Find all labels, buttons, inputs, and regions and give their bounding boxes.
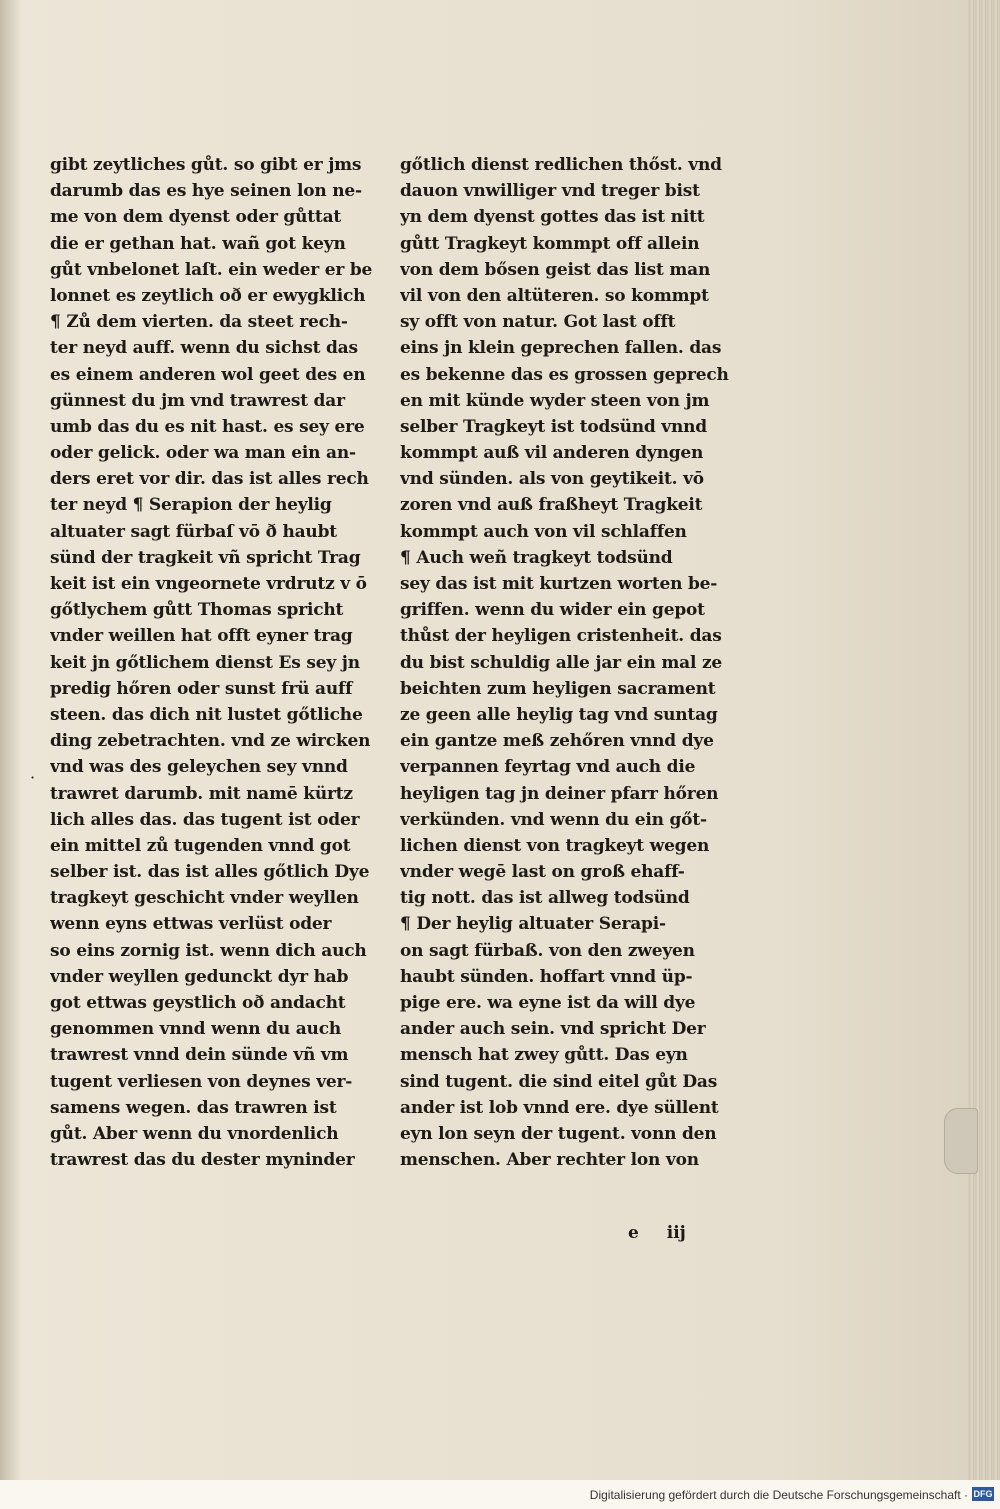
left-column-line: me von dem dyenst oder gůttat — [50, 207, 342, 228]
left-column-line: die er gethan hat. wañ got keyn — [50, 233, 346, 254]
right-column-line: on sagt fürbaß. von den zweyen — [400, 940, 695, 961]
right-column-line: zoren vnd auß fraßheyt Tragkeit — [400, 495, 703, 516]
right-column-line: vil von den altüteren. so kommpt — [400, 285, 709, 306]
right-column-line: menschen. Aber rechter lon von — [400, 1150, 699, 1171]
right-column-line: sy offt von natur. Got last offt — [400, 312, 676, 333]
left-column-line: es einem anderen wol geet des en — [50, 364, 366, 385]
left-column-line: sünd der tragkeit vñ spricht Trag — [50, 547, 361, 568]
left-column-line: samens wegen. das trawren ist — [50, 1097, 337, 1118]
left-column-line: trawrest vnnd dein sünde vñ vm — [50, 1045, 349, 1066]
right-column-line: vnder wegē last on groß ehaff- — [400, 862, 685, 883]
right-column-line: heyligen tag jn deiner pfarr hőren — [400, 783, 719, 804]
right-column-line: gůtt Tragkeyt kommpt off allein — [400, 233, 700, 254]
right-column-line: ein gantze meß zehőren vnnd dye — [400, 731, 714, 752]
right-column-line: en mit künde wyder steen von jm — [400, 390, 710, 411]
left-column-line: lich alles das. das tugent ist oder — [50, 809, 360, 830]
left-column-line: vnd was des geleychen sey vnnd — [50, 757, 348, 778]
left-text-column — [50, 152, 380, 1173]
left-column-line: darumb das es hye seinen lon ne- — [50, 181, 362, 202]
left-column-line: tugent verliesen von deynes ver- — [50, 1071, 353, 1092]
left-column-line: ter neyd auff. wenn du sichst das — [50, 338, 358, 359]
right-column-line: yn dem dyenst gottes das ist nitt — [400, 207, 705, 228]
left-column-line: keit jn gőtlichem dienst Es sey jn — [50, 652, 360, 673]
left-column-line: ders eret vor dir. das ist alles rech — [50, 469, 369, 490]
right-column-line: ander auch sein. vnd spricht Der — [400, 1019, 706, 1040]
left-column-line: altuater sagt fürbaſ vō ð haubt — [50, 521, 337, 542]
right-column-line: ¶ Der heylig altuater Serapi- — [400, 914, 666, 935]
stray-ink-dot: · — [30, 768, 36, 787]
right-column-line: tig nott. das ist allweg todsünd — [400, 888, 690, 909]
page-tab-marker — [944, 1108, 978, 1174]
right-column-line: pige ere. wa eyne ist da will dye — [400, 993, 696, 1013]
right-column-line: lichen dienst von tragkeyt wegen — [400, 835, 710, 856]
signature-mark: e iij — [628, 1223, 686, 1243]
right-column-line: eins jn klein geprechen fallen. das — [400, 338, 722, 359]
left-column-line: tragkeyt geschicht vnder weyllen — [50, 888, 359, 909]
right-column-line: kommpt auß vil anderen dyngen — [400, 443, 704, 464]
left-column-line: predig hőren oder sunst frü auff — [50, 678, 353, 699]
left-column-line: got ettwas geystlich oð andacht — [50, 993, 346, 1013]
right-column-line: dauon vnwilliger vnd treger bist — [400, 181, 700, 202]
left-column-line: so eins zornig ist. wenn dich auch — [50, 940, 367, 961]
right-column-line: sey das ist mit kurtzen worten be- — [400, 574, 718, 594]
right-column-line: sind tugent. die sind eitel gůt Das — [400, 1071, 718, 1092]
right-column-line: selber Tragkeyt ist todsünd vnnd — [400, 416, 707, 437]
right-column-line: verkünden. vnd wenn du ein gőt- — [400, 809, 707, 830]
right-column-line: kommpt auch von vil schlaffen — [400, 521, 687, 542]
left-column-line: trawrest das du dester myninder — [50, 1150, 355, 1171]
left-column-line: umb das du es nit hast. es sey ere — [50, 416, 365, 437]
left-column-line: lonnet es zeytlich oð er ewygklich — [50, 285, 366, 306]
right-column-line: ander ist lob vnnd ere. dye süllent — [400, 1097, 719, 1118]
right-column-line: thůst der heyligen cristenheit. das — [400, 626, 722, 647]
right-column-line: verpannen feyrtag vnd auch die — [400, 757, 696, 778]
right-column-line: du bist schuldig alle jar ein mal ze — [400, 652, 723, 673]
left-column-line: wenn eyns ettwas verlüst oder — [50, 914, 332, 935]
dfg-logo: DFG — [973, 1489, 993, 1499]
right-column-line: ze geen alle heylig tag vnd suntag — [400, 704, 718, 725]
right-column-line: ¶ Auch weñ tragkeyt todsünd — [400, 547, 673, 568]
left-column-line: günnest du jm vnd trawrest dar — [50, 390, 345, 411]
right-column-line: haubt sünden. hoffart vnnd üp- — [400, 966, 693, 987]
left-column-line: steen. das dich nit lustet gőtliche — [50, 704, 363, 725]
right-column-line: eyn lon seyn der tugent. vonn den — [400, 1123, 717, 1144]
footer-credit: Digitalisierung gefördert durch die Deutsche Forschungsgemeinschaft · — [589, 1488, 968, 1502]
right-column-line: von dem bősen geist das list man — [400, 259, 711, 280]
left-column-line: oder gelick. oder wa man ein an- — [50, 443, 356, 464]
page-edges — [968, 0, 1000, 1480]
right-column-line: beichten zum heyligen sacrament — [400, 678, 716, 699]
left-column-line: vnder weyllen gedunckt dyr hab — [50, 966, 349, 987]
left-column-line: trawret darumb. mit namē kürtz — [50, 783, 353, 804]
right-column-line: gőtlich dienst redlichen thőst. vnd — [400, 155, 722, 175]
left-column-line: gibt zeytliches gůt. so gibt er jms — [50, 155, 362, 175]
right-column-line: vnd sünden. als von geytikeit. vō — [400, 469, 704, 490]
left-column-line: selber ist. das ist alles gőtlich Dye — [50, 862, 370, 883]
right-column-line: griffen. wenn du wider ein gepot — [400, 600, 705, 621]
right-text-column — [400, 152, 730, 1173]
right-column-line: es bekenne das es grossen geprech — [400, 364, 729, 385]
left-column-line: gőtlychem gůtt Thomas spricht — [50, 600, 344, 621]
left-column-line: ter neyd ¶ Serapion der heylig — [50, 495, 332, 516]
left-column-line: ¶ Zů dem vierten. da steet rech- — [50, 312, 348, 333]
left-column-line: gůt vnbelonet laſt. ein weder er be — [50, 259, 373, 280]
left-column-line: ding zebetrachten. vnd ze wircken — [50, 731, 371, 752]
gutter-shadow — [0, 0, 22, 1480]
left-column-line: keit ist ein vngeornete vrdrutz v ō — [50, 574, 367, 594]
left-column-line: vnder weillen hat offt eyner trag — [50, 626, 353, 647]
left-column-line: genommen vnnd wenn du auch — [50, 1019, 342, 1040]
left-column-line: gůt. Aber wenn du vnordenlich — [50, 1123, 339, 1144]
right-column-line: mensch hat zwey gůtt. Das eyn — [400, 1045, 688, 1066]
left-column-line: ein mittel zů tugenden vnnd got — [50, 835, 351, 856]
